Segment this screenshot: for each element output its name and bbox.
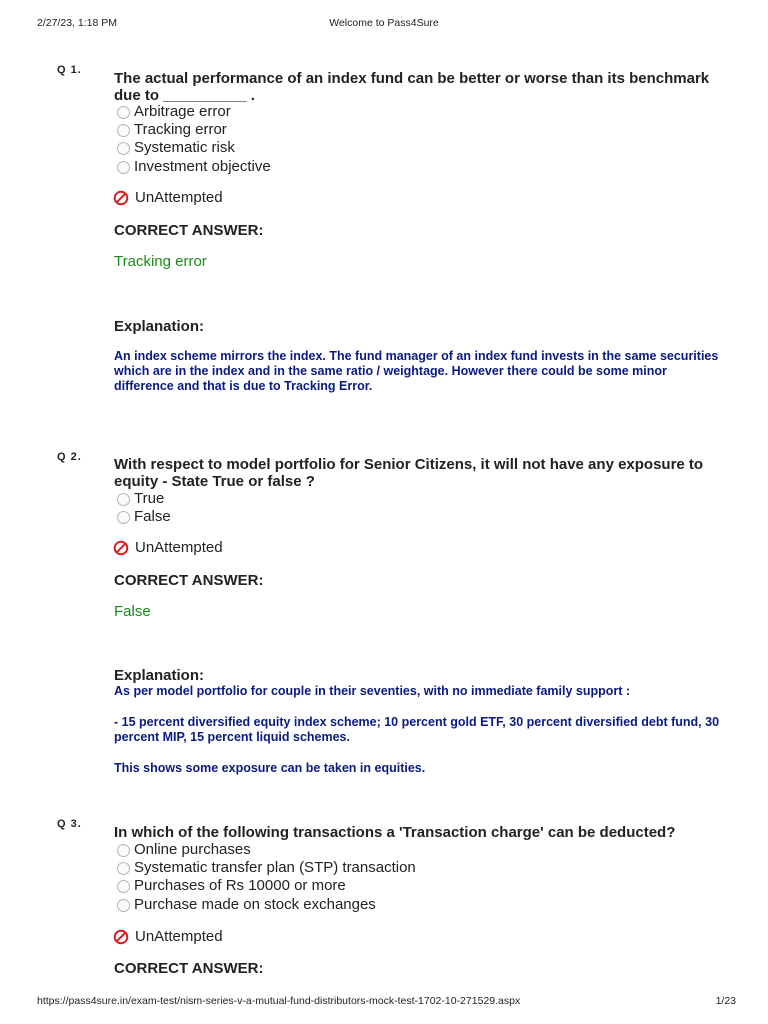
radio-button[interactable] [117, 880, 130, 893]
option-label: Arbitrage error [134, 103, 231, 120]
option-item[interactable] [117, 508, 171, 526]
print-page-number: 1/23 [715, 995, 736, 1007]
radio-button[interactable] [117, 844, 130, 857]
question-text: In which of the following transactions a 'Transaction charge' can be deducted? [114, 824, 676, 841]
explanation-text: - 15 percent diversified equity index scheme; 10 percent gold ETF, 30 percent diversified debt fund, 30 percent MIP, 15 percent liquid schemes. [114, 715, 720, 744]
option-label: Systematic risk [134, 139, 235, 156]
explanation-heading: Explanation: [114, 667, 205, 684]
radio-button[interactable] [117, 899, 130, 912]
no-entry-icon [113, 540, 129, 556]
option-item[interactable] [117, 841, 251, 859]
print-page-title: Welcome to Pass4Sure [329, 17, 439, 29]
option-item[interactable] [117, 103, 231, 121]
radio-button[interactable] [117, 106, 130, 119]
radio-button[interactable] [117, 511, 130, 524]
status-label: UnAttempted [135, 189, 223, 206]
option-item[interactable] [117, 490, 164, 508]
option-item[interactable] [117, 158, 271, 176]
print-url: https://pass4sure.in/exam-test/nism-series-v-a-mutual-fund-distributors-mock-test-1702-10-271529.aspx [37, 995, 521, 1007]
option-item[interactable] [117, 877, 346, 895]
print-datetime: 2/27/23, 1:18 PM [37, 17, 117, 29]
radio-button[interactable] [117, 142, 130, 155]
radio-button[interactable] [117, 161, 130, 174]
explanation-heading: Explanation: [114, 318, 205, 335]
question-text: With respect to model portfolio for Senior Citizens, it will not have any exposure to equity - State True or false ? [114, 456, 704, 490]
no-entry-icon [113, 190, 129, 206]
attempt-status [113, 539, 223, 556]
option-label: False [134, 508, 171, 525]
option-label: Investment objective [134, 158, 271, 175]
option-label: Purchase made on stock exchanges [134, 896, 376, 913]
question-number: Q 1. [57, 64, 82, 76]
correct-answer-heading: CORRECT ANSWER: [114, 572, 264, 589]
explanation-text: An index scheme mirrors the index. The fund manager of an index fund invests in the same securities which are in the index and in the same ratio / weightage. However there could be some minor difference and that is due to Tracking Error. [114, 349, 719, 393]
correct-answer-heading: CORRECT ANSWER: [114, 960, 264, 977]
question-text: The actual performance of an index fund can be better or worse than its benchmark due to __________ . [114, 70, 710, 104]
option-label: Systematic transfer plan (STP) transaction [134, 859, 416, 876]
option-label: Tracking error [134, 121, 227, 138]
no-entry-icon [113, 929, 129, 945]
radio-button[interactable] [117, 862, 130, 875]
attempt-status [113, 189, 223, 206]
option-label: Purchases of Rs 10000 or more [134, 877, 346, 894]
question-number: Q 2. [57, 451, 82, 463]
explanation-text: As per model portfolio for couple in their seventies, with no immediate family support : [114, 684, 631, 698]
option-item[interactable] [117, 139, 235, 157]
option-label: Online purchases [134, 841, 251, 858]
correct-answer-value: False [114, 603, 151, 620]
correct-answer-value: Tracking error [114, 253, 207, 270]
status-label: UnAttempted [135, 928, 223, 945]
option-label: True [134, 490, 165, 507]
radio-button[interactable] [117, 493, 130, 506]
option-item[interactable] [117, 896, 376, 914]
option-item[interactable] [117, 859, 416, 877]
status-label: UnAttempted [135, 539, 223, 556]
question-number: Q 3. [57, 818, 82, 830]
attempt-status [113, 928, 223, 945]
option-item[interactable] [117, 121, 227, 139]
correct-answer-heading: CORRECT ANSWER: [114, 222, 264, 239]
radio-button[interactable] [117, 124, 130, 137]
explanation-text: This shows some exposure can be taken in equities. [114, 761, 426, 775]
